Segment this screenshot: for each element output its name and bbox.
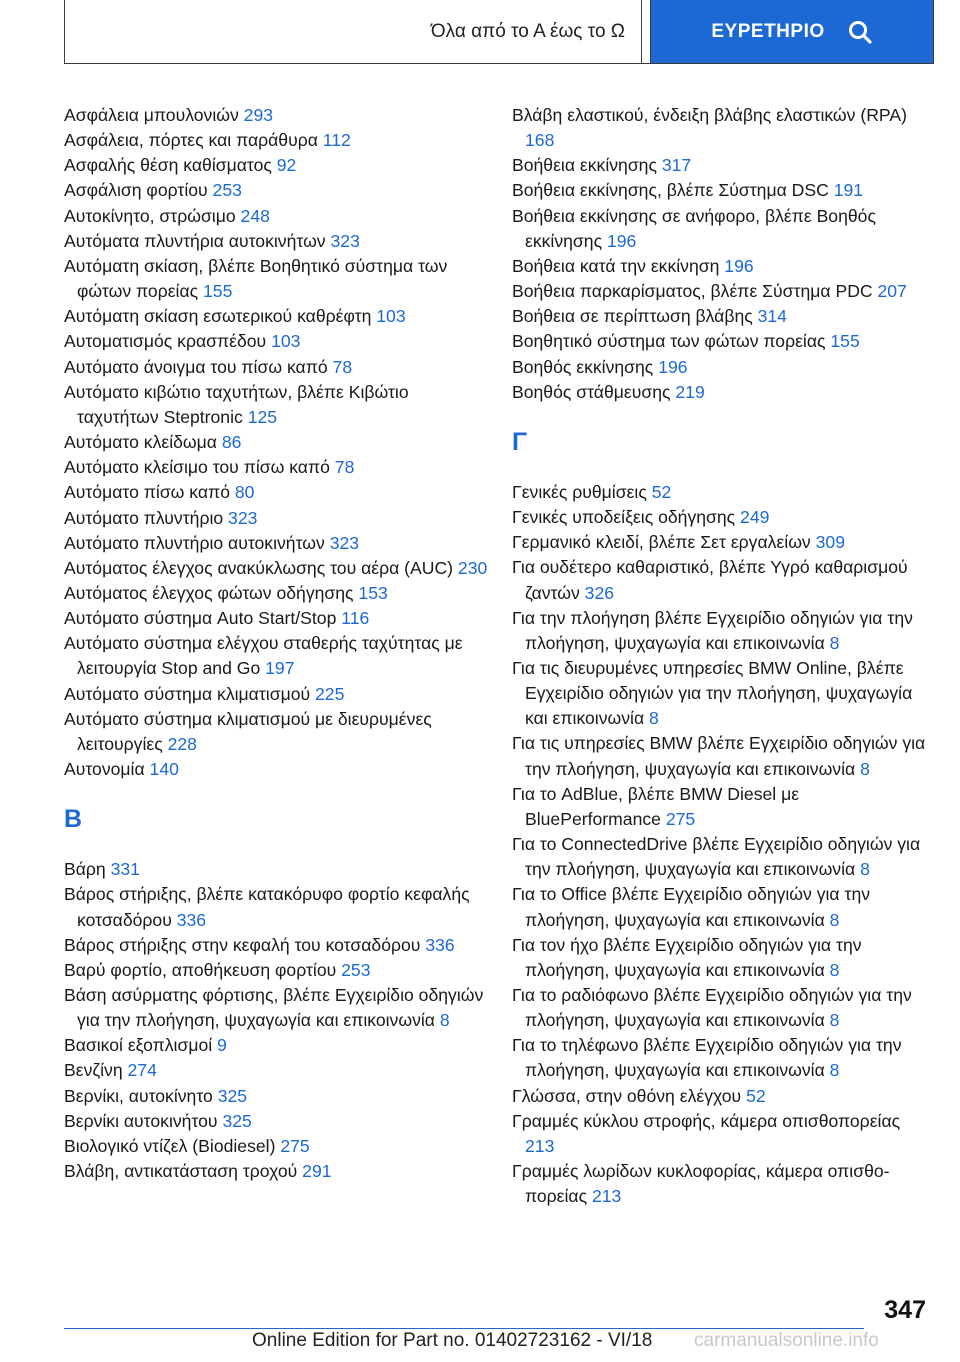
page-number: 347: [884, 1296, 926, 1324]
entry-page-link[interactable]: 8: [829, 1010, 840, 1031]
entry-term: Για το Office βλέπε Εγχειρίδιο οδηγιών για την πλοήγηση, ψυχαγωγία και επικοινωνία: [512, 884, 871, 930]
entry-term: Βιολογικό ντίζελ (Biodiesel): [64, 1135, 281, 1156]
entry-page-link[interactable]: 249: [740, 507, 770, 528]
entry-page-link[interactable]: 228: [167, 733, 197, 754]
entry-page-link[interactable]: 153: [358, 582, 388, 603]
index-entry: [512, 832, 932, 882]
entry-term: Βερνίκι, αυτοκίνητο: [64, 1085, 218, 1106]
index-entry: [512, 731, 932, 781]
entry-page-link[interactable]: 325: [217, 1085, 248, 1106]
index-entry: [512, 1159, 932, 1209]
entry-term: Γενικές υποδείξεις οδήγησης: [512, 507, 741, 528]
entry-page-link[interactable]: 78: [334, 457, 355, 478]
entry-term: Γραμμές κύκλου στροφής, κάμερα οπισθοπορείας: [512, 1110, 901, 1131]
entry-page-link[interactable]: 323: [228, 507, 258, 528]
entry-page-link[interactable]: 323: [329, 532, 360, 553]
index-entry: [64, 506, 494, 531]
entry-page-link[interactable]: 140: [149, 759, 179, 780]
index-entry: [64, 1109, 494, 1134]
entry-term: Βάρος στήριξης στην κεφαλή του κοτσαδόρου: [64, 934, 426, 955]
index-entry: [512, 882, 932, 932]
index-entry: [512, 204, 932, 254]
entry-term: Αυτόματα πλυντήρια αυτοκινήτων: [64, 230, 331, 251]
entry-term: Βασικοί εξοπλισμοί: [64, 1035, 218, 1056]
entry-term: Γερμανικό κλειδί, βλέπε Σετ εργαλείων: [512, 532, 816, 553]
footer-divider: [64, 1328, 864, 1329]
index-column-right: [512, 103, 932, 1209]
entry-page-link[interactable]: 331: [110, 859, 140, 880]
index-entry: [512, 279, 932, 304]
entry-term: Για την πλοήγηση βλέπε Εγχειρίδιο οδηγιών για την πλοήγηση, ψυχαγωγία και επικοινωνία: [512, 607, 913, 653]
entry-page-link[interactable]: 325: [222, 1110, 252, 1131]
entry-page-link[interactable]: 248: [240, 205, 270, 226]
entry-term: Ασφάλεια, πόρτες και παράθυρα: [64, 130, 323, 151]
search-icon[interactable]: [847, 19, 873, 45]
index-entry: [512, 656, 932, 731]
entry-page-link[interactable]: 314: [757, 306, 787, 327]
index-entry: [512, 933, 932, 983]
entry-page-link[interactable]: 196: [724, 255, 754, 276]
index-entry: [512, 480, 932, 505]
index-entry: [512, 606, 932, 656]
entry-page-link[interactable]: 52: [651, 481, 672, 502]
entry-page-link[interactable]: 207: [877, 281, 907, 302]
entry-term: Γλώσσα, στην οθόνη ελέγχου: [512, 1085, 747, 1106]
entry-page-link[interactable]: 326: [584, 582, 615, 603]
entry-term: Αυτόματος έλεγχος φώτων οδήγησης: [64, 582, 359, 603]
entry-term: Αυτόματη σκίαση εσωτερικού καθρέφτη: [64, 306, 377, 327]
entry-term: Για το τηλέφωνο βλέπε Εγχειρίδιο οδηγιών για την πλοήγηση, ψυχαγωγία και επικοινωνία: [512, 1035, 902, 1081]
entry-term: Βοηθητικό σύστημα των φώτων πορείας: [512, 331, 831, 352]
entry-page-link[interactable]: 196: [606, 230, 637, 251]
entry-page-link[interactable]: 213: [591, 1186, 622, 1207]
entry-term: Για τις υπηρεσίες BMW βλέπε Εγχειρίδιο οδηγιών για την πλοήγηση, ψυχαγωγία και επικοινωνία: [512, 733, 926, 779]
entry-page-link[interactable]: 336: [176, 909, 207, 930]
entry-page-link[interactable]: 274: [127, 1060, 157, 1081]
entry-term: Βοήθεια εκκίνησης, βλέπε Σύστημα DSC: [512, 180, 834, 201]
entry-page-link[interactable]: 86: [221, 432, 242, 453]
index-entry: [512, 254, 932, 279]
entry-page-link[interactable]: 8: [829, 959, 840, 980]
entry-term: Γενικές ρυθμίσεις: [512, 481, 652, 502]
entry-page-link[interactable]: 112: [322, 130, 351, 151]
entry-page-link[interactable]: 8: [829, 632, 840, 653]
index-entry: [512, 153, 932, 178]
entry-page-link[interactable]: 155: [203, 281, 233, 302]
entry-page-link[interactable]: 219: [675, 381, 705, 402]
section-letter: Β: [64, 805, 83, 834]
entry-term: Γραμμές λωρίδων κυκλοφορίας, κάμερα οπισθοπορείας: [512, 1161, 890, 1207]
header-divider: [641, 0, 651, 63]
index-entry: [512, 355, 932, 380]
index-column-left: [64, 103, 494, 1184]
index-entry: [64, 1159, 494, 1184]
index-entry: [64, 882, 494, 932]
index-entry: [64, 103, 494, 128]
entry-term: Αυτόματο σύστημα Auto Start/Stop: [64, 608, 342, 629]
entry-term: Αυτόματο σύστημα ελέγχου σταθερής ταχύτητας με λειτουργία Stop and Go: [64, 633, 463, 679]
entry-page-link[interactable]: 225: [315, 683, 345, 704]
entry-page-link[interactable]: 275: [280, 1135, 310, 1156]
entry-term: Βοήθεια εκκίνησης: [512, 155, 662, 176]
index-entry: [64, 178, 494, 203]
page-header: [64, 0, 934, 64]
entry-page-link[interactable]: 168: [525, 130, 555, 151]
index-entry: [512, 530, 932, 555]
entry-term: Αυτόματο κλείσιμο του πίσω καπό: [64, 457, 335, 478]
index-entry: [64, 581, 494, 606]
index-entry: [64, 958, 494, 983]
entry-term: Αυτόματος έλεγχος ανακύκλωσης του αέρα (AUC): [64, 557, 458, 578]
entry-page-link[interactable]: 213: [525, 1135, 555, 1156]
entry-term: Αυτόματο πλυντήριο αυτοκινήτων: [64, 532, 330, 553]
index-entry: [64, 933, 494, 958]
entry-term: Βλάβη, αντικατάσταση τροχού: [64, 1161, 303, 1182]
entry-term: Ασφάλιση φορτίου: [64, 180, 213, 201]
entry-term: Για τον ήχο βλέπε Εγχειρίδιο οδηγιών για την πλοήγηση, ψυχαγωγία και επικοινωνία: [512, 934, 862, 980]
index-entry: [64, 204, 494, 229]
index-entry: [64, 707, 494, 757]
entry-term: Αυτόματο πίσω καπό: [64, 482, 235, 503]
entry-term: Βοηθός στάθμευσης: [512, 381, 676, 402]
entry-term: Βερνίκι αυτοκινήτου: [64, 1110, 223, 1131]
index-entry: [512, 329, 932, 354]
entry-term: Για το ConnectedDrive βλέπε Εγχειρίδιο οδηγιών για την πλοήγηση, ψυχαγωγία και επικοινωνία: [512, 834, 921, 880]
index-entry: [64, 556, 494, 581]
index-entry: [64, 606, 494, 631]
entry-term: Για το ραδιόφωνο βλέπε Εγχειρίδιο οδηγιών για την πλοήγηση, ψυχαγωγία και επικοινωνία: [512, 985, 912, 1031]
entry-term: Βοήθεια σε περίπτωση βλάβης: [512, 306, 758, 327]
site-watermark: carmanualsonline.info: [694, 1330, 879, 1351]
index-entry: [64, 304, 494, 329]
entry-term: Βοήθεια εκκίνησης σε ανήφορο, βλέπε Βοηθός εκκίνησης: [512, 205, 876, 251]
index-entry: [64, 480, 494, 505]
index-entry: [512, 505, 932, 530]
entry-term: Βενζίνη: [64, 1060, 128, 1081]
section-title: Όλα από το Α έως το Ω: [430, 20, 625, 42]
entry-term: Για το AdBlue, βλέπε BMW Diesel με BluePerformance: [512, 783, 800, 829]
entry-term: Για τις διευρυμένες υπηρεσίες BMW Online, βλέπε Εγχειρίδιο οδηγιών για την πλοήγηση, ψυχαγωγία και επικοινωνία: [512, 657, 913, 729]
index-entry: [512, 983, 932, 1033]
entry-term: Αυτόματο πλυντήριο: [64, 507, 229, 528]
index-entry: [512, 1109, 932, 1159]
entry-page-link[interactable]: 103: [271, 331, 301, 352]
entry-page-link[interactable]: 336: [425, 934, 455, 955]
entry-page-link[interactable]: 8: [860, 758, 870, 779]
entry-page-link[interactable]: 92: [276, 155, 297, 176]
index-entry: [64, 430, 494, 455]
index-entry: [64, 531, 494, 556]
index-entry: [64, 1134, 494, 1159]
entry-term: Βάρος στήριξης, βλέπε κατακόρυφο φορτίο κεφαλής κοτσαδόρου: [64, 884, 470, 930]
entry-term: Για ουδέτερο καθαριστικό, βλέπε Υγρό καθαρισμού ζαντών: [512, 557, 908, 603]
entry-page-link[interactable]: 8: [829, 909, 840, 930]
index-entry: [64, 229, 494, 254]
index-entry: [64, 631, 494, 681]
index-entry: [512, 304, 932, 329]
index-entry: [64, 355, 494, 380]
entry-term: Βοηθός εκκίνησης: [512, 356, 659, 377]
index-tab[interactable]: [651, 0, 933, 63]
entry-term: Βάρη: [64, 859, 111, 880]
index-entry: [64, 1058, 494, 1083]
entry-page-link[interactable]: 196: [658, 356, 688, 377]
entry-term: Βοήθεια κατά την εκκίνηση: [512, 255, 725, 276]
entry-page-link[interactable]: 191: [833, 180, 864, 201]
entry-page-link[interactable]: 78: [332, 356, 353, 377]
index-entry: [64, 329, 494, 354]
index-entry: [64, 153, 494, 178]
index-entry: [64, 983, 494, 1033]
entry-page-link[interactable]: 8: [649, 708, 659, 729]
entry-page-link[interactable]: 125: [247, 406, 278, 427]
index-entry: [64, 455, 494, 480]
entry-page-link[interactable]: 275: [665, 808, 696, 829]
edition-text: Online Edition for Part no. 01402723162 - VI/18: [252, 1330, 653, 1351]
entry-term: Αυτόματο σύστημα κλιματισμού με διευρυμένες λειτουργίες: [64, 708, 432, 754]
index-entry: [512, 782, 932, 832]
index-entry: [64, 682, 494, 707]
entry-term: Αυτοκίνητο, στρώσιμο: [64, 205, 241, 226]
entry-term: Βάση ασύρματης φόρτισης, βλέπε Εγχειρίδιο οδηγιών για την πλοήγηση, ψυχαγωγία και επικοινωνία: [64, 985, 484, 1031]
index-label: ΕΥΡΕΤΗΡΙΟ: [711, 20, 825, 42]
entry-term: Βλάβη ελαστικού, ένδειξη βλάβης ελαστικών (RPA): [512, 105, 907, 125]
entry-page-link[interactable]: 230: [457, 557, 488, 578]
entry-page-link[interactable]: 317: [661, 155, 692, 176]
entry-page-link[interactable]: 291: [302, 1161, 332, 1182]
entry-page-link[interactable]: 155: [830, 331, 860, 352]
index-entry: [64, 1084, 494, 1109]
entry-term: Αυτόματο κιβώτιο ταχυτήτων, βλέπε Κιβώτιο ταχυτήτων Steptronic: [64, 381, 409, 427]
entry-page-link[interactable]: 253: [212, 180, 242, 201]
entry-page-link[interactable]: 8: [860, 859, 870, 880]
entry-page-link[interactable]: 197: [265, 658, 295, 679]
index-entry: [512, 103, 932, 153]
index-entry: [64, 380, 494, 430]
index-entry: [512, 555, 932, 605]
entry-term: Αυτόματη σκίαση, βλέπε Βοηθητικό σύστημα των φώτων πορείας: [64, 255, 448, 302]
entry-page-link[interactable]: 52: [746, 1085, 766, 1106]
entry-page-link[interactable]: 8: [439, 1010, 450, 1031]
index-entry: [64, 128, 494, 153]
entry-page-link[interactable]: 103: [376, 306, 406, 327]
entry-term: Αυτόματο άνοιγμα του πίσω καπό: [64, 356, 333, 377]
entry-page-link[interactable]: 253: [341, 959, 371, 980]
entry-page-link[interactable]: 9: [217, 1035, 227, 1056]
section-letter: Γ: [512, 427, 528, 456]
entry-page-link[interactable]: 323: [330, 230, 360, 251]
index-entry: [512, 1084, 932, 1109]
index-entry: [512, 1033, 932, 1083]
entry-term: Αυτόματο σύστημα κλιματισμού: [64, 683, 316, 704]
index-entry: [64, 857, 494, 882]
index-entry: [64, 757, 494, 782]
entry-page-link[interactable]: 116: [341, 608, 370, 629]
entry-term: Αυτονομία: [64, 759, 150, 780]
entry-term: Ασφάλεια μπουλονιών: [64, 105, 244, 125]
index-entry: [64, 1033, 494, 1058]
entry-page-link[interactable]: 80: [234, 482, 255, 503]
entry-page-link[interactable]: 293: [243, 105, 274, 125]
index-entry: [64, 254, 494, 304]
index-entry: [512, 380, 932, 405]
entry-term: Βαρύ φορτίο, αποθήκευση φορτίου: [64, 959, 342, 980]
index-entry: [512, 178, 932, 203]
entry-term: Αυτόματο κλείδωμα: [64, 432, 222, 453]
entry-page-link[interactable]: 309: [815, 532, 845, 553]
entry-term: Αυτοματισμός κρασπέδου: [64, 331, 272, 352]
entry-term: Ασφαλής θέση καθίσματος: [64, 155, 277, 176]
entry-page-link[interactable]: 8: [829, 1060, 840, 1081]
entry-term: Βοήθεια παρκαρίσματος, βλέπε Σύστημα PDC: [512, 281, 878, 302]
